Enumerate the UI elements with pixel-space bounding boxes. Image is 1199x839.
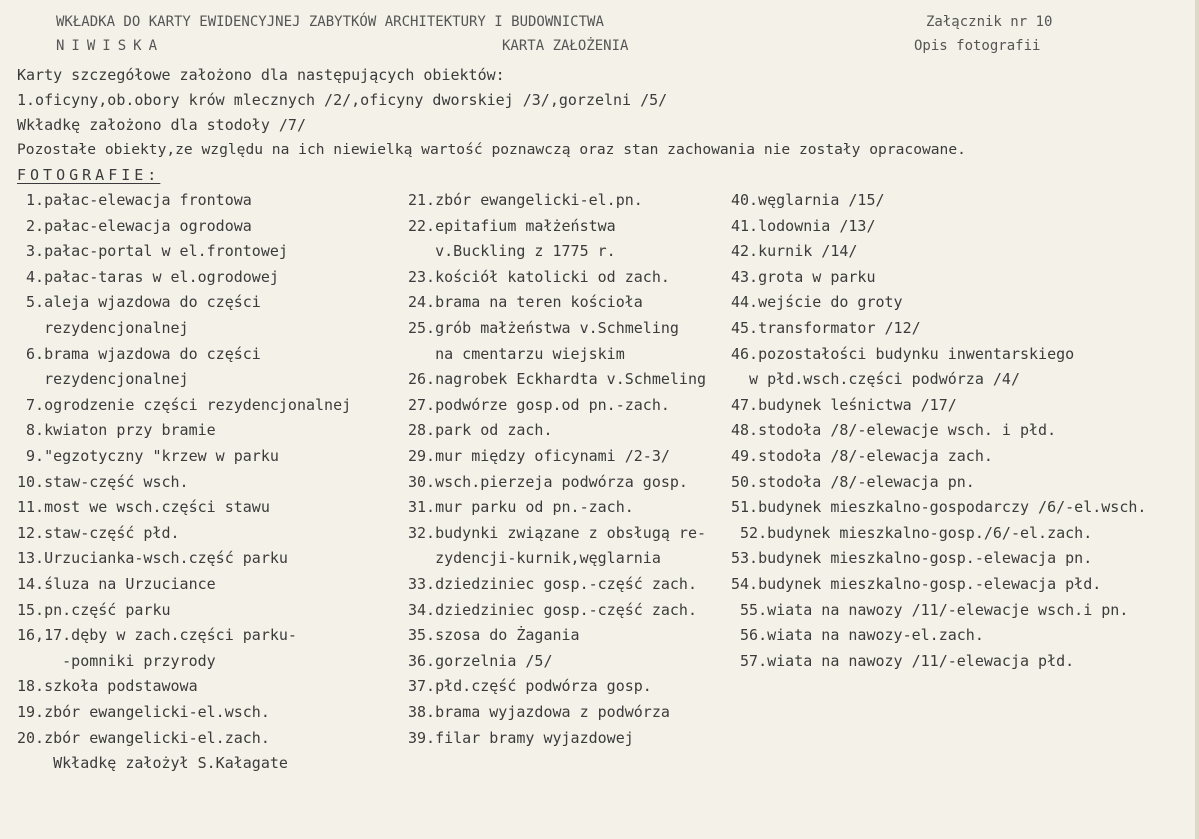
photo-list-item: 51.budynek mieszkalno-gospodarczy /6/-el.wsch. (731, 498, 1147, 517)
photo-list-item: 34.dziedziniec gosp.-część zach. (408, 600, 697, 619)
attachment-number: Załącznik nr 10 (926, 14, 1053, 30)
photo-list-item: na cmentarzu wiejskim (408, 344, 625, 363)
photo-list-item: 24.brama na teren kościoła (408, 293, 643, 312)
photo-list-item: 53.budynek mieszkalno-gosp.-elewacja pn. (731, 549, 1093, 568)
photo-list-item: Wkładkę założył S.Kałagate (17, 754, 288, 773)
photo-list-item: 18.szkoła podstawowa (17, 677, 198, 696)
photo-list-item: 2.pałac-elewacja ogrodowa (17, 216, 252, 235)
photo-list-item: 41.lodownia /13/ (731, 216, 876, 235)
header-title: WKŁADKA DO KARTY EWIDENCYJNEJ ZABYTKÓW ARCHITEKTURY I BUDOWNICTWA (56, 14, 604, 30)
photo-list-item: 8.kwiaton przy bramie (17, 421, 216, 440)
photo-list-item: 56.wiata na nawozy-el.zach. (731, 626, 984, 645)
photo-list-item: zydencji-kurnik,węglarnia (408, 549, 661, 568)
photo-list-item: 20.zbór ewangelicki-el.zach. (17, 728, 270, 747)
photo-list-item: 11.most we wsch.części stawu (17, 498, 270, 517)
photo-list-item: v.Buckling z 1775 r. (408, 242, 616, 261)
photo-list-item: 22.epitafium małżeństwa (408, 216, 616, 235)
intro-line-2: 1.oficyny,ob.obory krów mlecznych /2/,oficyny dworskiej /3/,gorzelni /5/ (17, 91, 668, 109)
photo-list-item: 28.park od zach. (408, 421, 553, 440)
photo-list-item: w płd.wsch.części podwórza /4/ (731, 370, 1020, 389)
photo-list-item: 46.pozostałości budynku inwentarskiego (731, 344, 1075, 363)
photo-list-item: 13.Urzucianka-wsch.część parku (17, 549, 288, 568)
photo-list-item: 14.śluza na Urzuciance (17, 575, 216, 593)
photo-list-item: 54.budynek mieszkalno-gosp.-elewacja płd. (731, 575, 1102, 593)
photo-list-item: 33.dziedziniec gosp.-część zach. (408, 575, 697, 593)
photo-list-item: 12.staw-część płd. (17, 523, 180, 542)
intro-line-1: Karty szczegółowe założono dla następujących obiektów: (17, 66, 505, 84)
photo-list-item: 48.stodoła /8/-elewacje wsch. i płd. (731, 421, 1057, 440)
photo-list-item: 32.budynki związane z obsługą re- (408, 523, 707, 542)
photo-list-item: -pomniki przyrody (17, 651, 216, 670)
photo-list-item: 15.pn.część parku (17, 600, 171, 619)
photo-list-item: 50.stodoła /8/-elewacja pn. (731, 472, 975, 491)
photo-list-item: 25.grób małżeństwa v.Schmeling (408, 319, 679, 337)
place-name: NIWISKA (56, 38, 165, 54)
photo-list-item: 9."egzotyczny "krzew w parku (17, 447, 279, 465)
photo-list-item: 35.szosa do Żagania (408, 626, 580, 645)
photo-list-item: 26.nagrobek Eckhardta v.Schmeling (408, 370, 707, 389)
photo-list-item: 7.ogrodzenie części rezydencjonalnej (17, 395, 352, 414)
photo-list-item: 5.aleja wjazdowa do części (17, 293, 261, 312)
photo-list-item: 21.zbór ewangelicki-el.pn. (408, 191, 643, 209)
photo-list-item: 6.brama wjazdowa do części (17, 344, 261, 363)
photo-list-item: 43.grota w parku (731, 267, 876, 286)
photo-list-item: 45.transformator /12/ (731, 319, 921, 337)
photo-list-item: 44.wejście do groty (731, 293, 903, 312)
intro-line-4: Pozostałe obiekty,ze względu na ich niewielką wartość poznawczą oraz stan zachowania nie zostały opracowane. (17, 141, 966, 158)
photos-section-label: FOTOGRAFIE: (17, 166, 161, 184)
photo-list-item: 42.kurnik /14/ (731, 242, 858, 261)
photo-list-item: 16,17.dęby w zach.części parku- (17, 626, 297, 645)
photo-list-item: 49.stodoła /8/-elewacja zach. (731, 447, 993, 465)
photo-list-item: 23.kościół katolicki od zach. (408, 267, 670, 286)
photo-list-item: 52.budynek mieszkalno-gosp./6/-el.zach. (731, 523, 1093, 542)
photo-list-item: 19.zbór ewangelicki-el.wsch. (17, 703, 270, 721)
intro-line-3: Wkładkę założono dla stodoły /7/ (17, 116, 306, 134)
page-edge (1195, 0, 1199, 839)
photo-list-item: 47.budynek leśnictwa /17/ (731, 395, 957, 414)
photo-description-label: Opis fotografii (914, 38, 1041, 54)
photo-list-item: 39.filar bramy wyjazdowej (408, 728, 634, 747)
photo-list-item: 31.mur parku od pn.-zach. (408, 498, 634, 517)
photo-list-item: 37.płd.część podwórza gosp. (408, 677, 652, 696)
photo-list-item: rezydencjonalnej (17, 319, 189, 337)
photo-list-item: 36.gorzelnia /5/ (408, 651, 553, 670)
photo-list-item: rezydencjonalnej (17, 370, 189, 389)
photo-list-item: 29.mur między oficynami /2-3/ (408, 447, 670, 465)
photo-list-item: 10.staw-część wsch. (17, 472, 189, 491)
photo-list-item: 27.podwórze gosp.od pn.-zach. (408, 395, 670, 414)
photo-list-item: 57.wiata na nawozy /11/-elewacja płd. (731, 651, 1075, 670)
photo-list-item: 38.brama wyjazdowa z podwórza (408, 703, 670, 721)
photo-list-item: 55.wiata na nawozy /11/-elewacje wsch.i pn. (731, 600, 1129, 619)
photo-list-item: 1.pałac-elewacja frontowa (17, 191, 252, 209)
card-type: KARTA ZAŁOŻENIA (502, 38, 629, 54)
photo-list-item: 3.pałac-portal w el.frontowej (17, 242, 288, 261)
photo-list-item: 4.pałac-taras w el.ogrodowej (17, 267, 279, 286)
photo-list-item: 30.wsch.pierzeja podwórza gosp. (408, 472, 688, 491)
photo-list-item: 40.węglarnia /15/ (731, 191, 885, 209)
